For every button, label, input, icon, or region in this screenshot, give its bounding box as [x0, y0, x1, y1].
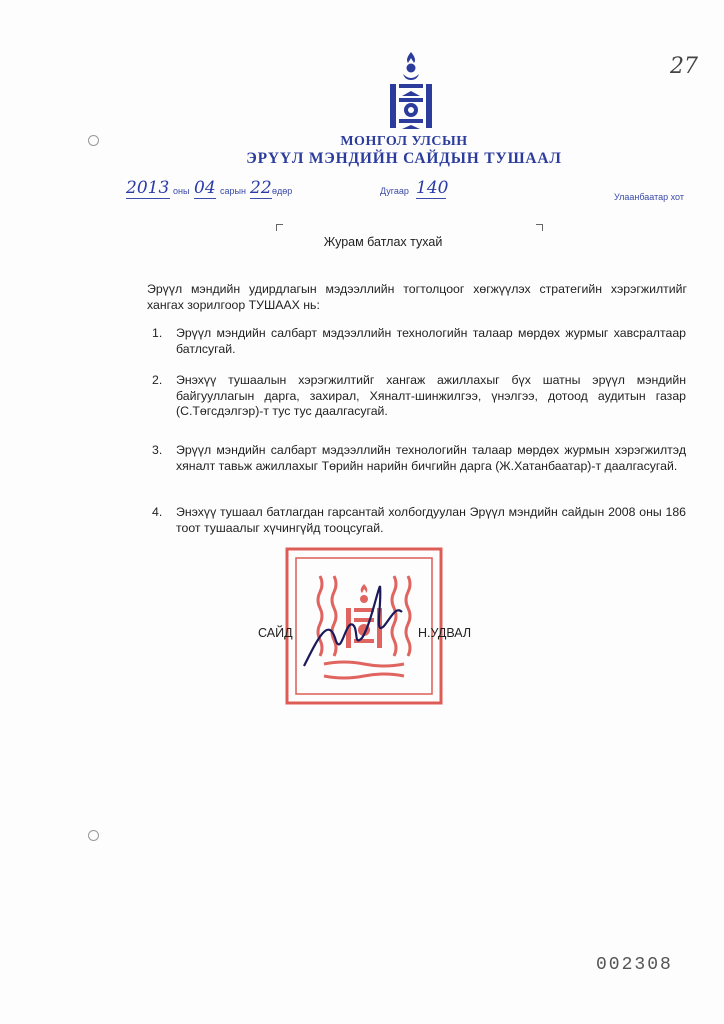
punch-hole-mark — [88, 830, 99, 841]
order-item-number: 2. — [152, 373, 163, 387]
date-day-handwritten: 22 — [250, 178, 272, 198]
date-month-handwritten: 04 — [194, 178, 216, 198]
order-item-text: Эрүүл мэндийн салбарт мэдээллийн технологийн талаар мөрдөх журмыг хавсралтаар батлсугай. — [176, 326, 686, 356]
document-serial-number: 002308 — [596, 955, 673, 975]
date-day-suffix: өдөр — [272, 186, 293, 196]
order-subject: Журам батлах тухай — [323, 235, 443, 249]
signatory-title: САЙД — [258, 626, 293, 640]
order-item-number: 4. — [152, 505, 163, 519]
order-item-text: Энэхүү тушаал батлагдан гарсантай холбогдуулан Эрүүл мэндийн сайдын 2008 оны 186 тоот тушаалыг хүчингүйд тооцсугай. — [176, 505, 686, 535]
city-label: Улаанбаатар хот — [614, 192, 684, 202]
order-item-number: 3. — [152, 443, 163, 457]
date-year-suffix: оны — [173, 186, 190, 196]
order-number-label: Дугаар — [380, 186, 409, 196]
order-item-text: Эрүүл мэндийн салбарт мэдээллийн технологийн талаар мөрдөх журмын хэрэгжилтэд хяналт тавьж ажиллахыг Төрийн нарийн бичгийн дарга (Ж.Хатанбаатар)-т даалгасугай. — [176, 443, 686, 473]
header-country: МОНГОЛ УЛСЫН — [340, 134, 468, 149]
order-item-text: Энэхүү тушаалын хэрэгжилтийг хангаж ажиллахыг бүх шатны эрүүл мэндийн байгууллагын дарга, захирал, Хяналт-шинжилгээ, үнэлгээ, дотоод аудитын газар (С.Төгсдэлгэр)-т тус тус даалгасугай. — [176, 373, 686, 419]
subject-bracket-right — [536, 224, 543, 231]
header-ministry-order: ЭРҮҮЛ МЭНДИЙН САЙДЫН ТУШААЛ — [246, 150, 562, 167]
order-number-handwritten: 140 — [416, 178, 449, 198]
order-item-number: 1. — [152, 326, 163, 340]
handwritten-page-number: 27 — [670, 54, 698, 79]
date-year-handwritten: 2013 — [126, 178, 170, 198]
subject-bracket-left — [276, 224, 283, 231]
soyombo-emblem-icon — [388, 52, 434, 132]
date-month-suffix: сарын — [220, 186, 246, 196]
order-intro: Эрүүл мэндийн удирдлагын мэдээллийн тогтолцоог хөгжүүлэх стратегийн хэрэгжилтийг хангах зорилгоор ТУШААХ нь: — [147, 282, 687, 312]
signatory-name: Н.УДВАЛ — [418, 626, 472, 640]
